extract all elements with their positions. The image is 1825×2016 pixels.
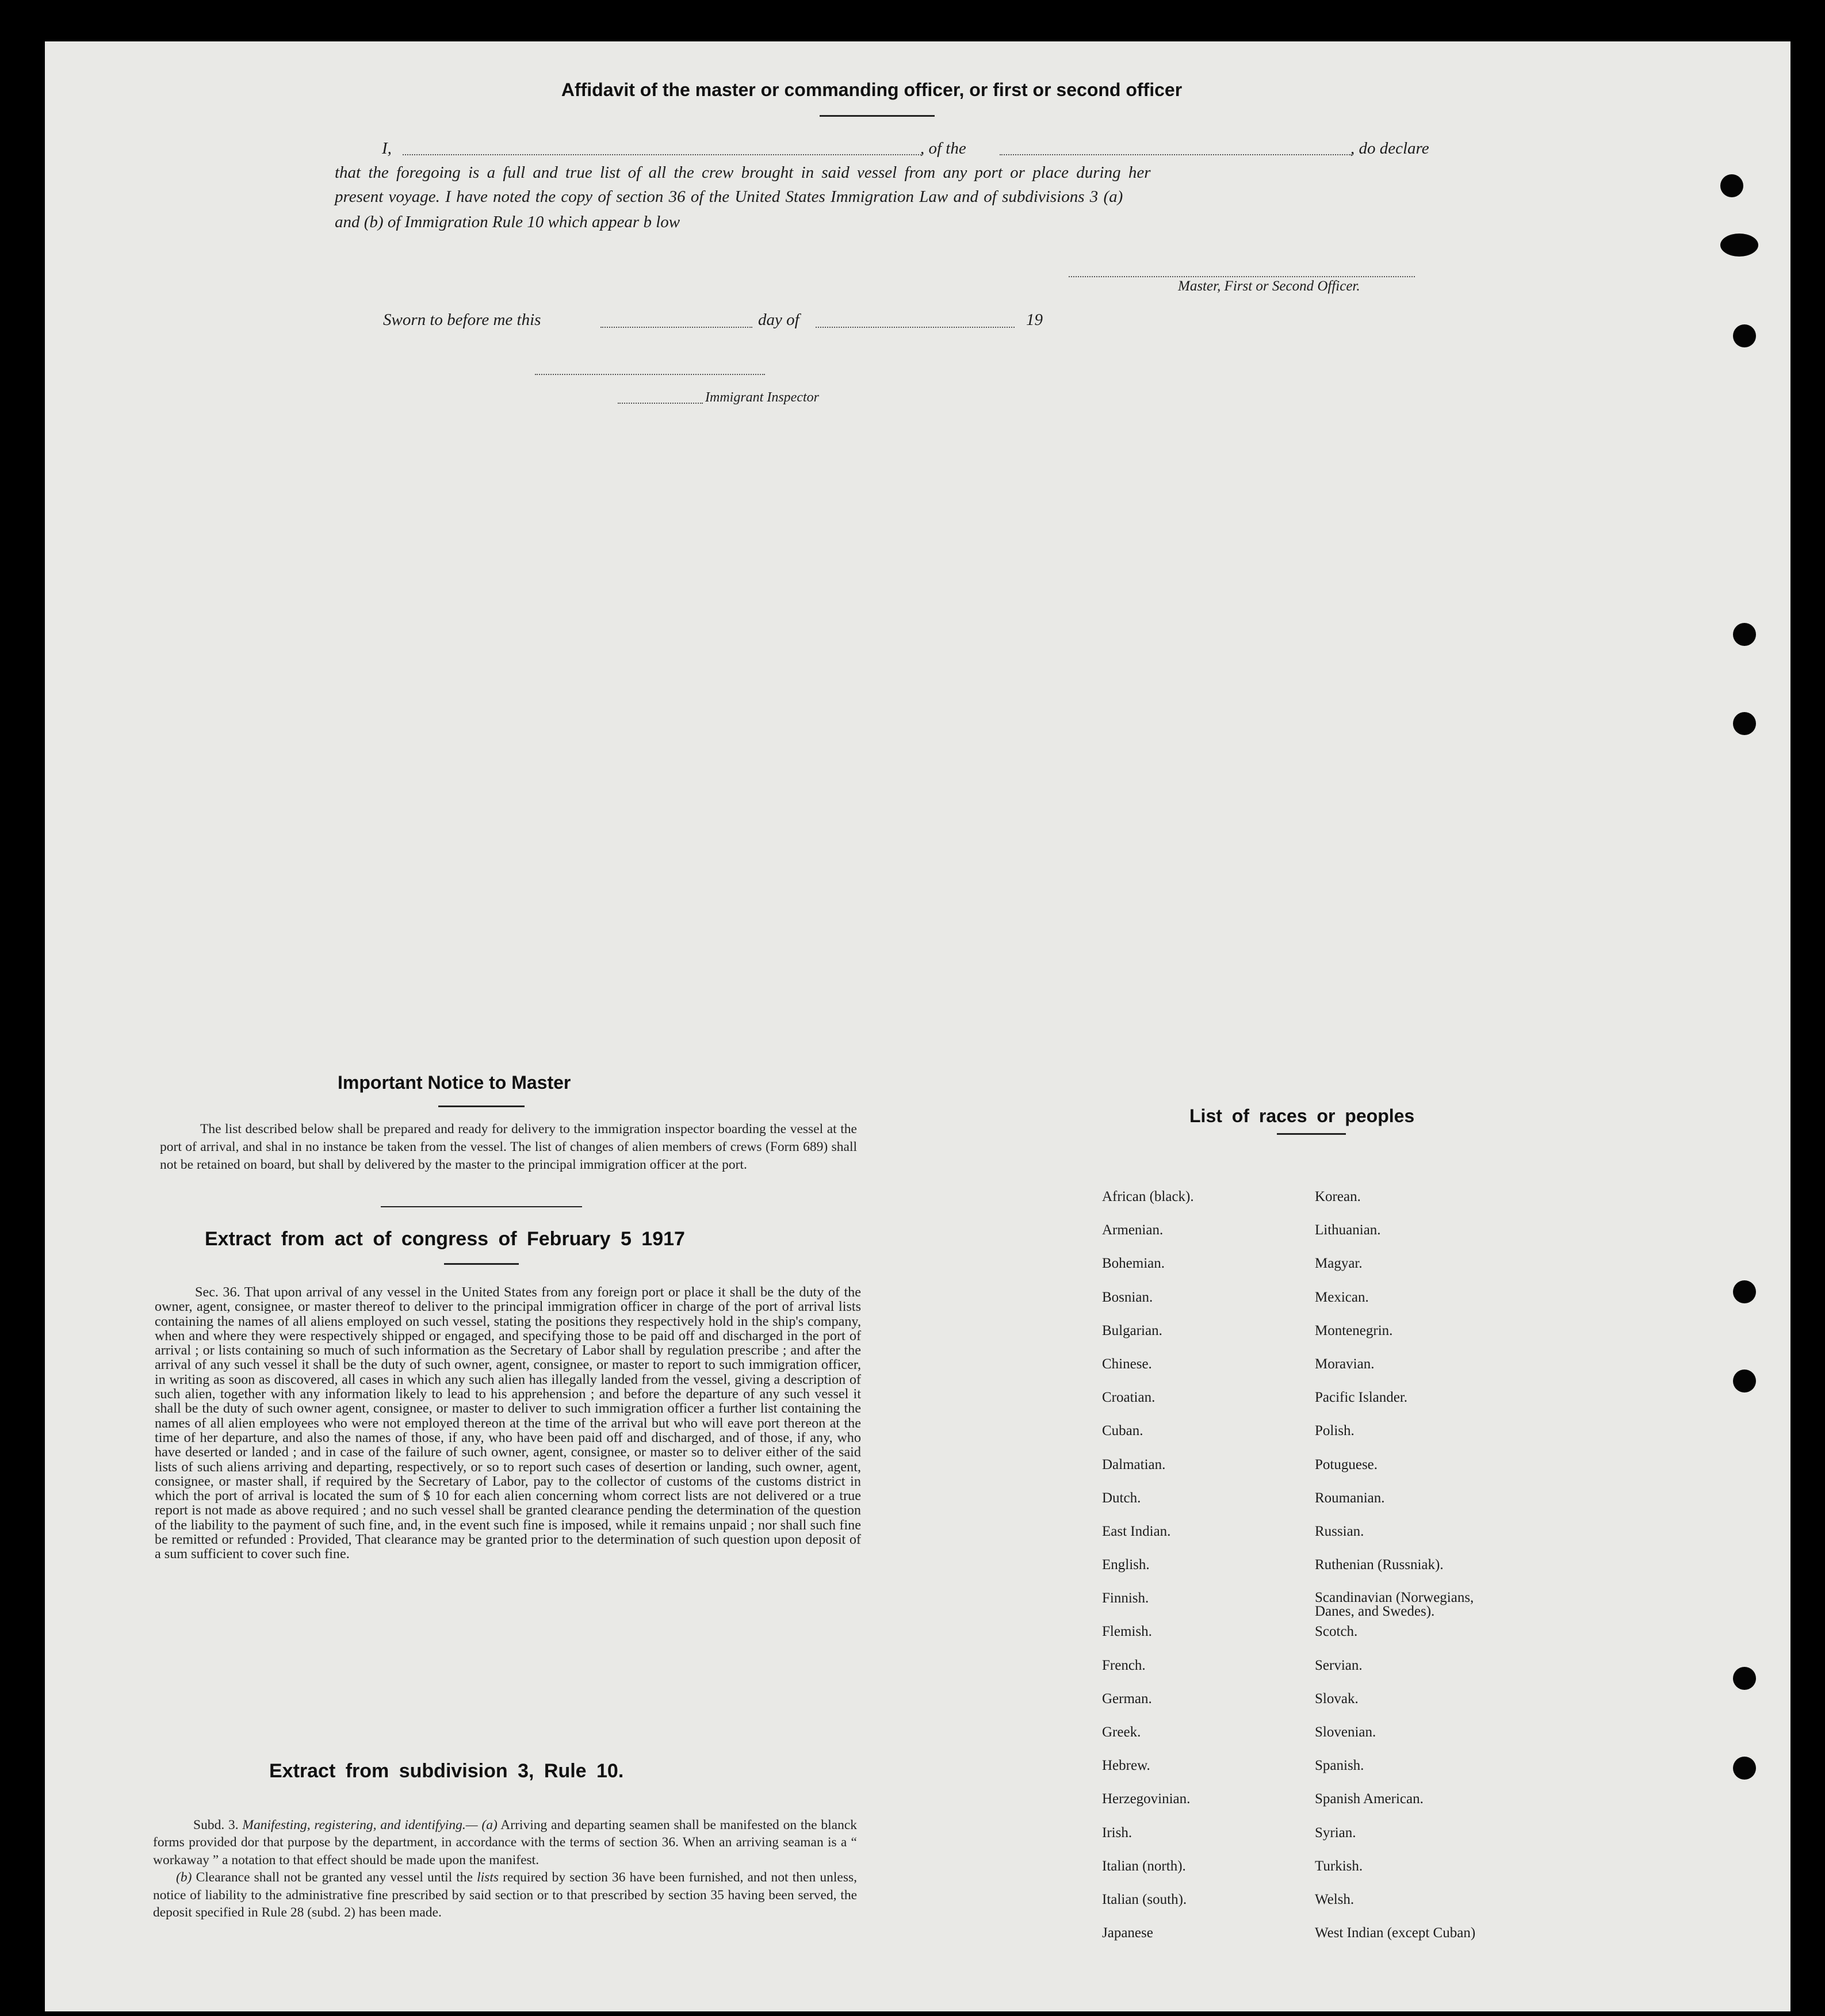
declaration-line-3: and (b) of Immigration Rule 10 which appear b low [335,213,680,231]
binder-hole [1720,174,1743,197]
race-item: Pacific Islander. [1315,1390,1408,1406]
affidavit-title-rule [820,115,935,117]
officer-signature-caption: Master, First or Second Officer. [1178,278,1360,294]
subd-3b-lead: (b) [176,1870,192,1885]
race-item: Chinese. [1102,1356,1152,1372]
races-title-rule [1277,1133,1346,1135]
race-item: Cuban. [1102,1423,1143,1439]
binder-hole [1733,1757,1756,1780]
race-item: Ruthenian (Russniak). [1315,1557,1444,1573]
race-item: Finnish. [1102,1590,1149,1606]
manifest-page [45,41,1790,2011]
subd-3a-body: Arriving and departing seamen shall be manifested on the blanck forms provided dor that purpose by the department, in accordance with the terms of section 36. When an arriving seaman is a “ workaway ” a notation to that effect should be made upon the manifest. [153,1818,857,1868]
sworn-year: 19 [1026,311,1043,329]
sworn-day-blank[interactable] [600,327,752,328]
race-item: Servian. [1315,1657,1363,1673]
race-item: Syrian. [1315,1824,1356,1841]
races-list [1102,1189,1574,1959]
race-item: Roumanian. [1315,1490,1385,1506]
race-item: East Indian. [1102,1523,1171,1539]
sworn-month-blank[interactable] [816,327,1015,328]
vessel-name-blank[interactable] [1000,154,1352,155]
race-item: Russian. [1315,1523,1364,1539]
race-item: Croatian. [1102,1390,1156,1406]
declaration-line-2: present voyage. I have noted the copy of section 36 of the United States Immigration Law and of subdivisions 3 (a) [335,188,1123,206]
race-item: German. [1102,1690,1152,1707]
binder-hole [1733,1369,1756,1393]
binder-hole-double [1720,234,1758,257]
race-item: Flemish. [1102,1624,1152,1640]
binder-hole [1733,1667,1756,1690]
race-item: Scotch. [1315,1624,1358,1640]
sworn-day-of: day of [758,311,799,329]
inspector-caption: Immigrant Inspector [705,390,819,405]
race-item: Bohemian. [1102,1256,1165,1272]
race-item: French. [1102,1657,1146,1673]
race-item: Dutch. [1102,1490,1141,1506]
subd-3-text [153,1816,857,1921]
race-item: Spanish. [1315,1758,1364,1774]
inspector-signature-line-2 [618,403,703,404]
race-item: Armenian. [1102,1222,1164,1238]
affidavit-of-the: , of the [920,139,966,158]
race-item: Montenegrin. [1315,1322,1393,1338]
affidavit-i: I, [382,139,392,158]
binder-hole [1733,1280,1756,1303]
subd-3-lead: Subd. 3. [193,1818,239,1833]
inspector-signature-line[interactable] [535,374,765,375]
race-item: Slovak. [1315,1690,1359,1707]
race-item: Greek. [1102,1724,1141,1740]
race-item: Scandinavian (Norwegians, Danes, and Swedes). [1315,1590,1474,1619]
race-item: West Indian (except Cuban) [1315,1925,1476,1941]
declarant-name-blank[interactable] [403,154,921,155]
race-item: Potuguese. [1315,1456,1378,1472]
subd-3b-body-1: Clearance shall not be granted any vessel until the [192,1870,477,1885]
act-extract-title-rule [444,1263,519,1265]
race-item: Bosnian. [1102,1289,1153,1305]
act-extract-title: Extract from act of congress of February 5 1917 [205,1228,685,1250]
races-title: List of races or peoples [1189,1105,1415,1126]
race-item: Irish. [1102,1824,1133,1841]
binder-hole [1733,712,1756,735]
sworn-prefix: Sworn to before me this [383,311,541,329]
subd-3b-body-2: required by section 36 have been furnished, and not then unless, notice of liability to the administrative fine prescribed by said section or to that prescribed by section 35 having been served, the deposit specified in Rule 28 (subd. 2) has been made. [153,1870,857,1921]
race-item: African (black). [1102,1189,1194,1204]
rule-extract-title: Extract from subdivision 3, Rule 10. [269,1760,624,1782]
race-item: Bulgarian. [1102,1322,1162,1338]
race-item: Magyar. [1315,1256,1363,1272]
race-item: Herzegovinian. [1102,1791,1191,1807]
affidavit-title: Affidavit of the master or commanding officer, or first or second officer [561,79,1183,100]
race-item: English. [1102,1557,1150,1573]
subd-3b-lists: lists [477,1870,499,1885]
race-item: Italian (north). [1102,1858,1186,1874]
declaration-line-1: that the foregoing is a full and true list of all the crew brought in said vessel from any port or place during her [335,163,1151,182]
race-item: Italian (south). [1102,1891,1187,1907]
notice-title: Important Notice to Master [338,1072,571,1093]
race-item: Slovenian. [1315,1724,1376,1740]
affidavit-do-declare: , do declare [1350,139,1429,158]
binder-hole [1733,623,1756,646]
subd-3-heading: Manifesting, registering, and identifying.— (a) [242,1818,498,1833]
notice-body-rule [381,1206,582,1207]
notice-body: The list described below shall be prepared and ready for delivery to the immigration inspector boarding the vessel at the port of arrival, and shal in no instance be taken from the vessel. The list of changes of alien members of crews (Form 689) shall not be retained on board, but shall by delivered by the master to the principal immigration officer at the port. [160,1122,857,1172]
race-item: Welsh. [1315,1891,1355,1907]
officer-signature-line[interactable] [1069,276,1415,277]
race-item: Hebrew. [1102,1758,1150,1774]
race-item: Turkish. [1315,1858,1363,1874]
race-item: Dalmatian. [1102,1456,1166,1472]
race-item: Mexican. [1315,1289,1369,1305]
notice-title-rule [438,1105,525,1107]
race-item: Lithuanian. [1315,1222,1381,1238]
binder-hole [1733,324,1756,347]
race-item: Korean. [1315,1189,1361,1204]
race-item: Polish. [1315,1423,1355,1439]
race-item: Spanish American. [1315,1791,1424,1807]
sec-36-text: Sec. 36. That upon arrival of any vessel in the United States from any foreign port or place it shall be the duty of the owner, agent, consignee, or master thereof to deliver to the principal immigration officer in charge of the port of arrival lists containing the names of all aliens employed on such vessel, stating the positions they respectively hold in the ship's company, when and where they were respectively shipped or engaged, and specifying those to be paid off and discharged in the port of arrival ; or lists containing so much of such information as the Secretary of Labor shall by regulation prescribe ; and after the arrival of any such vessel it shall be the duty of such owner, agent, consignee, or master to report to such immigration officer, in writing as soon as discovered, all cases in which any such alien has illegally landed from the vessel, giving a description of such alien, together with any information likely to lead to his apprehension ; and before the departure of any such vessel it shall be the duty of such owner agent, consignee, or master to deliver to such immigration officer a further list containing the names of all alien employees who were not employed thereon at the time of the arrival but who will eave port thereon at the time of her departure, and also the names of those, if any, who have been paid off and discharged, and of those, if any, who have deserted or landed ; and in case of the failure of such owner, agent, consignee, or master so to deliver either of the said lists of such aliens arriving and departing, respectively, or so to report such cases of desertion or landing, such owner, agent, consignee, or master shall, if required by the Secretary of Labor, pay to the collector of customs of the customs district in which the port of arrival is located the sum of $ 10 for each alien concerning whom correct lists are not delivered or a true report is not made as above required ; and no such vessel shall be granted clearance pending the determination of the question of the liability to the payment of such fine, and, in the event such fine is imposed, while it remains unpaid ; nor shall such fine be remitted or refunded : Provided, That clearance may be granted prior to the determination of such question upon deposit of a sum sufficient to cover such fine. [155,1284,861,1562]
race-item: Japanese [1102,1925,1153,1941]
race-item: Moravian. [1315,1356,1375,1372]
